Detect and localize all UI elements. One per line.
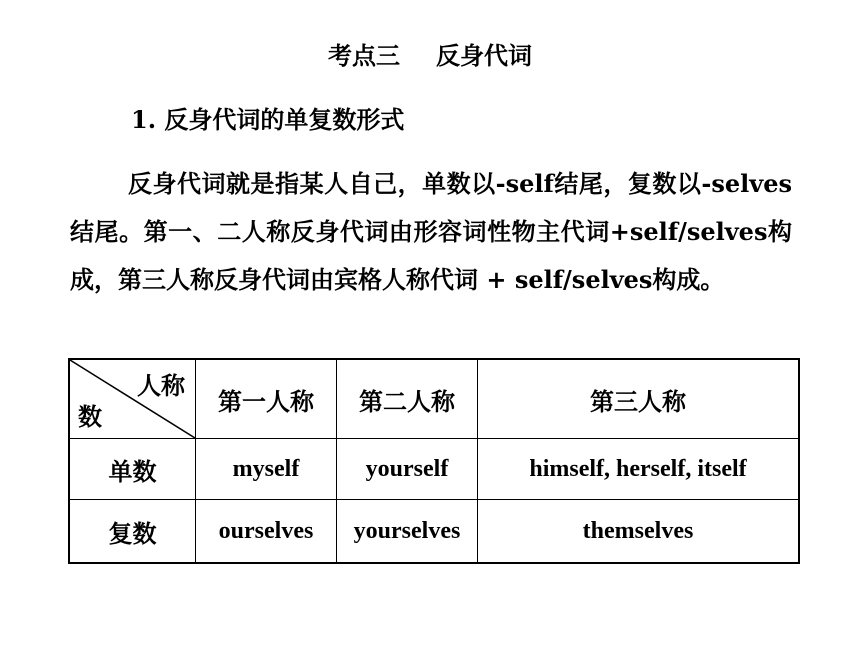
cell-myself: myself [196,439,337,500]
corner-label-number: 数 [78,402,102,431]
header-third-person: 第三人称 [478,359,800,439]
header-second-person: 第二人称 [337,359,478,439]
table-row [69,439,799,500]
table-row [69,500,799,564]
row-label-plural: 复数 [69,500,196,564]
section-topic: 反身代词 [436,41,532,70]
section-number: 考点三 [328,41,400,70]
corner-label-person: 人称 [137,371,185,400]
cell-ourselves: ourselves [196,500,337,564]
cell-yourself: yourself [337,439,478,500]
section-title [0,36,860,71]
header-first-person: 第一人称 [196,359,337,439]
cell-themselves: themselves [478,500,800,564]
cell-yourselves: yourselves [337,500,478,564]
subheading: 1. 反身代词的单复数形式 [131,105,405,134]
explanation-paragraph: 反身代词就是指某人自己，单数以-self结尾，复数以-selves 结尾。第一、二人称反身代词由形容词性物主代词+self/selves构成，第三人称反身代词由宾格人称代词 + self/selves构成。 [70,169,792,294]
row-label-singular: 单数 [69,439,196,500]
table-corner-cell [69,359,196,439]
table-header-row [69,359,799,439]
reflexive-pronoun-table [68,358,800,564]
cell-third-singular: himself, herself, itself [478,439,800,500]
